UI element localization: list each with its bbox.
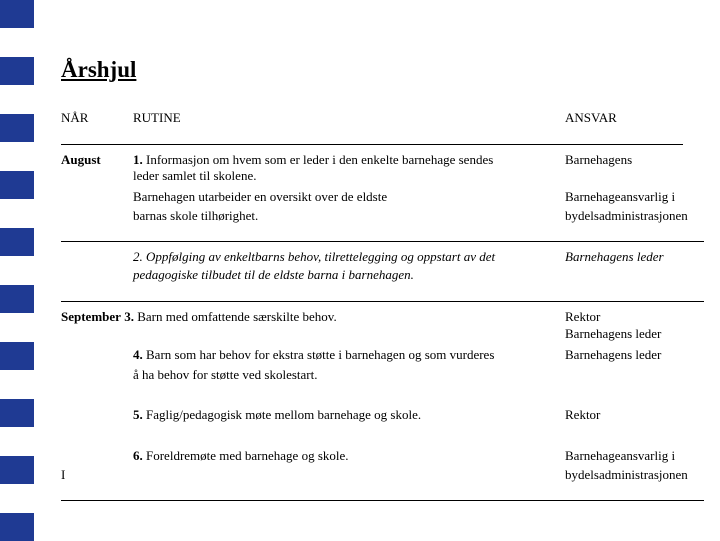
responsible-item-1b: Barnehageansvarlig i <box>565 189 676 204</box>
routine-text: Informasjon om hvem som er leder i den enkelte barnehage sendes <box>146 152 494 167</box>
sidebar-square <box>0 0 34 28</box>
sidebar-square <box>0 399 34 427</box>
item-number: 1. <box>133 152 143 167</box>
page-title: Årshjul <box>61 57 137 82</box>
item-number: 6. <box>133 448 143 463</box>
responsible-item-4: Barnehagens leder <box>565 347 662 362</box>
responsible-item-1c: bydelsadministrasjonen <box>565 208 688 223</box>
routine-item-1-line-2: leder samlet til skolene. <box>133 168 257 183</box>
stray-character: I <box>61 467 66 482</box>
sidebar-square <box>0 285 34 313</box>
sidebar-square <box>0 57 34 85</box>
row-divider <box>61 301 704 302</box>
routine-item-2-line-2: pedagogiske tilbudet til de eldste barna i barnehagen. <box>133 267 414 282</box>
routine-item-5 <box>133 406 421 423</box>
routine-item-1-line-3: Barnehagen utarbeider en oversikt over de eldste <box>133 189 388 204</box>
table-bottom-divider <box>61 500 704 501</box>
routine-text: Foreldremøte med barnehage og skole. <box>146 448 349 463</box>
sidebar-square <box>0 228 34 256</box>
routine-item-4-line-2: å ha behov for støtte ved skolestart. <box>133 367 318 382</box>
routine-item-1-line-4: barnas skole tilhørighet. <box>133 208 259 223</box>
routine-text: Barn som har behov for ekstra støtte i barnehagen og som vurderes <box>146 347 495 362</box>
routine-text: Faglig/pedagogisk møte mellom barnehage og skole. <box>146 407 422 422</box>
row-divider <box>61 241 704 242</box>
sidebar-square <box>0 513 34 541</box>
responsible-item-2: Barnehagens leder <box>565 249 664 264</box>
item-number: 4. <box>133 347 143 362</box>
decorative-sidebar <box>0 0 34 540</box>
header-responsible: ANSVAR <box>565 110 617 125</box>
item-number: 5. <box>133 407 143 422</box>
routine-item-4 <box>133 346 494 363</box>
when-september: September <box>61 309 121 324</box>
routine-item-2: 2. Oppfølging av enkeltbarns behov, tilrettelegging og oppstart av det <box>133 249 496 264</box>
sidebar-square <box>0 114 34 142</box>
item-number: 3. <box>124 309 134 324</box>
header-when: NÅR <box>61 110 89 125</box>
routine-text: Barn med omfattende særskilte behov. <box>137 309 337 324</box>
sidebar-square <box>0 171 34 199</box>
responsible-item-5: Rektor <box>565 407 601 422</box>
sidebar-square <box>0 456 34 484</box>
responsible-item-3: Rektor <box>565 309 601 324</box>
sidebar-square <box>0 342 34 370</box>
routine-item-3 <box>61 308 337 325</box>
responsible-item-1: Barnehagens <box>565 152 633 167</box>
routine-item-1 <box>133 151 493 168</box>
responsible-item-6: Barnehageansvarlig i <box>565 448 676 463</box>
routine-item-6 <box>133 447 349 464</box>
when-august: August <box>61 152 101 167</box>
responsible-item-3b: Barnehagens leder <box>565 326 662 341</box>
header-routine: RUTINE <box>133 110 181 125</box>
responsible-item-6b: bydelsadministrasjonen <box>565 467 688 482</box>
header-divider <box>61 144 683 145</box>
